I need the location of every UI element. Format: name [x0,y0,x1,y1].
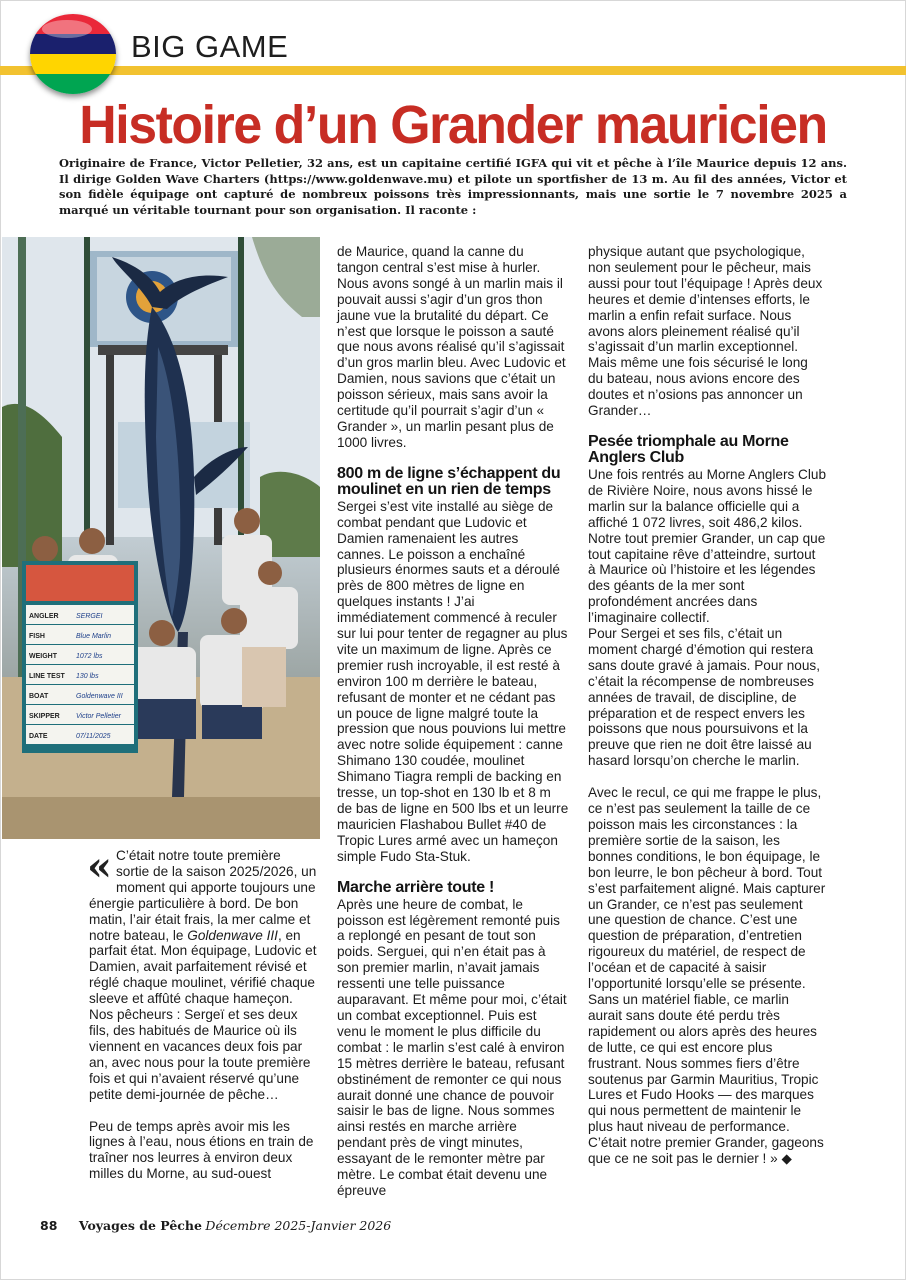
catch-sign-label: DATE [29,733,48,740]
header-rule [0,66,906,75]
col3-paragraph-1: physique autant que psychologique, non seulement pour le pêcheur, mais aussi pour tout l’équipage ! Après deux heures et demie d’intenses efforts, le marlin a enfin refait surface. Nous avons alors pleinement réalisé qu’il s’agissait d’un marlin exceptionnel. Mais même une fois sécurisé le long du bateau, nous avions encore des doutes et n’osions pas annoncer un Grander… [588,244,823,419]
catch-sign-label: SKIPPER [29,713,60,720]
catch-sign-value: 1072 lbs [76,653,103,660]
catch-sign-banner [26,565,134,601]
subheading-reverse: Marche arrière toute ! [337,878,495,896]
col3-paragraph-4: Pour Sergei et ses fils, c’était un moment chargé d’émotion qui restera sans doute gravé à jamais. Pour nous, c’était la récompense de nombreuses années de travail, de discipline, de préparation et de respect envers les poissons que nous poursuivons et la preuve que rien ne doit être laissé au hasard lorsqu’on cherche le marlin. [588,626,820,769]
col3-paragraph-3: Notre tout premier Grander, un cap que tout capitaine rêve d’atteindre, surtout à Maurice où l’histoire et les légendes des géants de la mer sont profondément ancrées dans l’imaginaire collectif. [588,530,826,626]
col3-paragraph-2: Une fois rentrés au Morne Anglers Club de Rivière Noire, nous avons hissé le marlin sur la balance officielle qui a affiché 1 072 livres, soit 486,2 kilos. [588,466,827,530]
col1-text-a: C’était notre toute première sortie de la saison 2025/2026, un moment qui apporte toujours une énergie particulière à bord. De bon matin, l’air était frais, la mer calme et notre bateau, le [89,848,317,943]
col2-paragraph-3: Après une heure de combat, le poisson est légèrement remonté puis a replongé en pesant de tout son poids. Serguei, qui n’en était pas à son premier marlin, n’avait jamais ressenti une telle puissance auparavant. Et même pour moi, c’était un combat exceptionnel. Puis est venu le moment le plus difficile du combat : le marlin s’est calé à environ 15 mètres derrière le bateau, refusant obstinément de remonter ce qui nous aurait donné une chance de pouvoir saisir le bas de ligne. Nous sommes ainsi restés en marche arrière pendant près de vingt minutes, essayant de le remonter mètre par mètre. Le combat était devenu une épreuve [337,896,567,1198]
col2-paragraph-1: de Maurice, quand la canne du tangon central s’est mise à hurler. Nous avons songé à un marlin mais il pouvait aussi s’agir d’un gros thon jaune vue la brutalité du départ. Ce n’est que lorsque le poisson a sauté que nous avons réalisé qu’il s’agissait d’un gros marlin bleu. Avec Ludovic et Damien, nous savions que c’était un poisson sérieux, mais sans avoir la certitude qu’il pourrait s’agir d’un « Grander », un marlin pesant plus de 1000 livres. [337,244,566,450]
catch-sign-label: ANGLER [29,613,59,620]
catch-sign-value: Blue Marlin [76,633,112,640]
catch-sign [22,561,138,753]
catch-sign-label: LINE TEST [29,673,65,680]
catch-sign-label: FISH [29,633,45,640]
page-footer [40,1218,391,1233]
col1-text-b: , en parfait état. Mon équipage, Ludovic et Damien, avait parfaitement révisé et réglé chaque moulinet, vérifié chaque sleeve et affûté chaque hameçon. Nos pêcheurs : Sergeï et ses deux fils, des habitués de Maurice où ils viennent en vacances deux fois par an, avec nous pour la toute première fois et qui n’avaient réservé qu’une petite demi-journée de pêche… [89,927,317,1102]
catch-sign-value: Victor Pelletier [76,713,122,720]
col2-paragraph-2: Sergei s’est vite installé au siège de combat pendant que Ludovic et Damien ramenaient les autres cannes. Le poisson a enchaîné plusieurs énormes sauts et a déroulé près de 800 mètres de ligne en quelques instants ! J’ai immédiatement commencé à reculer sur lui pour tenter de regagner au plus vite un maximum de ligne. Après ce premier rush incroyable, il est resté à environ 100 m derrière le bateau, refusant de monter et ne cédant pas un pouce de ligne malgré toute la pression que nous pouvions lui mettre avec notre solide équipement : canne Shimano 130 coudée, moulinet Shimano Tiagra rempli de backing en tresse, un top-shot en 130 lb et 8 m de bas de ligne en 500 lbs et un leurre mauricien Flashabou Bullet #40 de Tropic Lures armé avec un hameçon simple Fudo Sta-Stuk. [337,498,569,864]
opening-quote-mark: « [87,843,112,890]
marlin-photo [2,237,320,839]
boat-name: Goldenwave III [187,927,278,943]
catch-sign-value: Goldenwave III [76,693,123,700]
catch-sign-value: 07/11/2025 [76,733,111,740]
page-number: 88 [40,1218,58,1233]
catch-sign-value: 130 lbs [76,673,99,680]
article-title: Histoire d’un Grander mauricien [79,95,827,155]
article-column-1 [87,843,317,1182]
article-column-2 [337,244,569,1199]
subheading-weigh-in: Pesée triomphale au Morne Anglers Club [588,432,789,466]
mauritius-flag-icon [30,14,116,94]
section-label: BIG GAME [131,29,289,64]
col3-paragraph-5: Avec le recul, ce qui me frappe le plus, ce n’est pas seulement la taille de ce poisson mais les circonstances : la première sortie de la saison, les bonnes conditions, le bon équipage, le bon leurre, le bon pêcheur à bord. Tout s’est parfaitement aligné. Mais capturer un Grander, ce n’est pas seulement une question de chance. C’est une question de préparation, d’entretien rigoureux du matériel, de respect de l’océan et de capacité à saisir l’opportunité lorsqu’elle se présente. Sans un matériel fiable, ce marlin aurait sans doute été perdu très rapidement ou alors après des heures de lutte, ce qui est encore plus frustrant. Nous sommes fiers d’être soutenus par Garmin Mauritius, Tropic Lures et Fudo Hooks — des marques qui nous permettent de maintenir le plus haut niveau de performance. C’était notre premier Grander, gageons que ce ne soit pas le dernier ! » ◆ [588,785,826,1167]
issue-date: Décembre 2025-Janvier 2026 [205,1218,392,1233]
article-column-3 [588,244,826,1167]
catch-sign-value: SERGEI [76,613,103,620]
catch-sign-label: BOAT [29,693,49,700]
subheading-line-escape: 800 m de ligne s’échappent du moulinet en un rien de temps [337,464,561,498]
magazine-name: Voyages de Pêche [78,1218,202,1233]
article-lead: Originaire de France, Victor Pelletier, 32 ans, est un capitaine certifié IGFA qui vit et pêche à l’île Maurice depuis 12 ans. Il dirige Golden Wave Charters (https://www.goldenwave.mu) et pilote un sportfisher de 13 m. Au fil des années, Victor et son fidèle équipage ont capturé de nombreux poissons très impressionnants, mais une sortie le 7 novembre 2025 a marqué un véritable tournant pour son organisation. Il raconte : [59,156,847,217]
col1-paragraph-2: Peu de temps après avoir mis les lignes à l’eau, nous étions en train de traîner nos leurres à environ deux milles du Morne, au sud-ouest [89,1118,314,1182]
catch-sign-label: WEIGHT [29,653,57,660]
